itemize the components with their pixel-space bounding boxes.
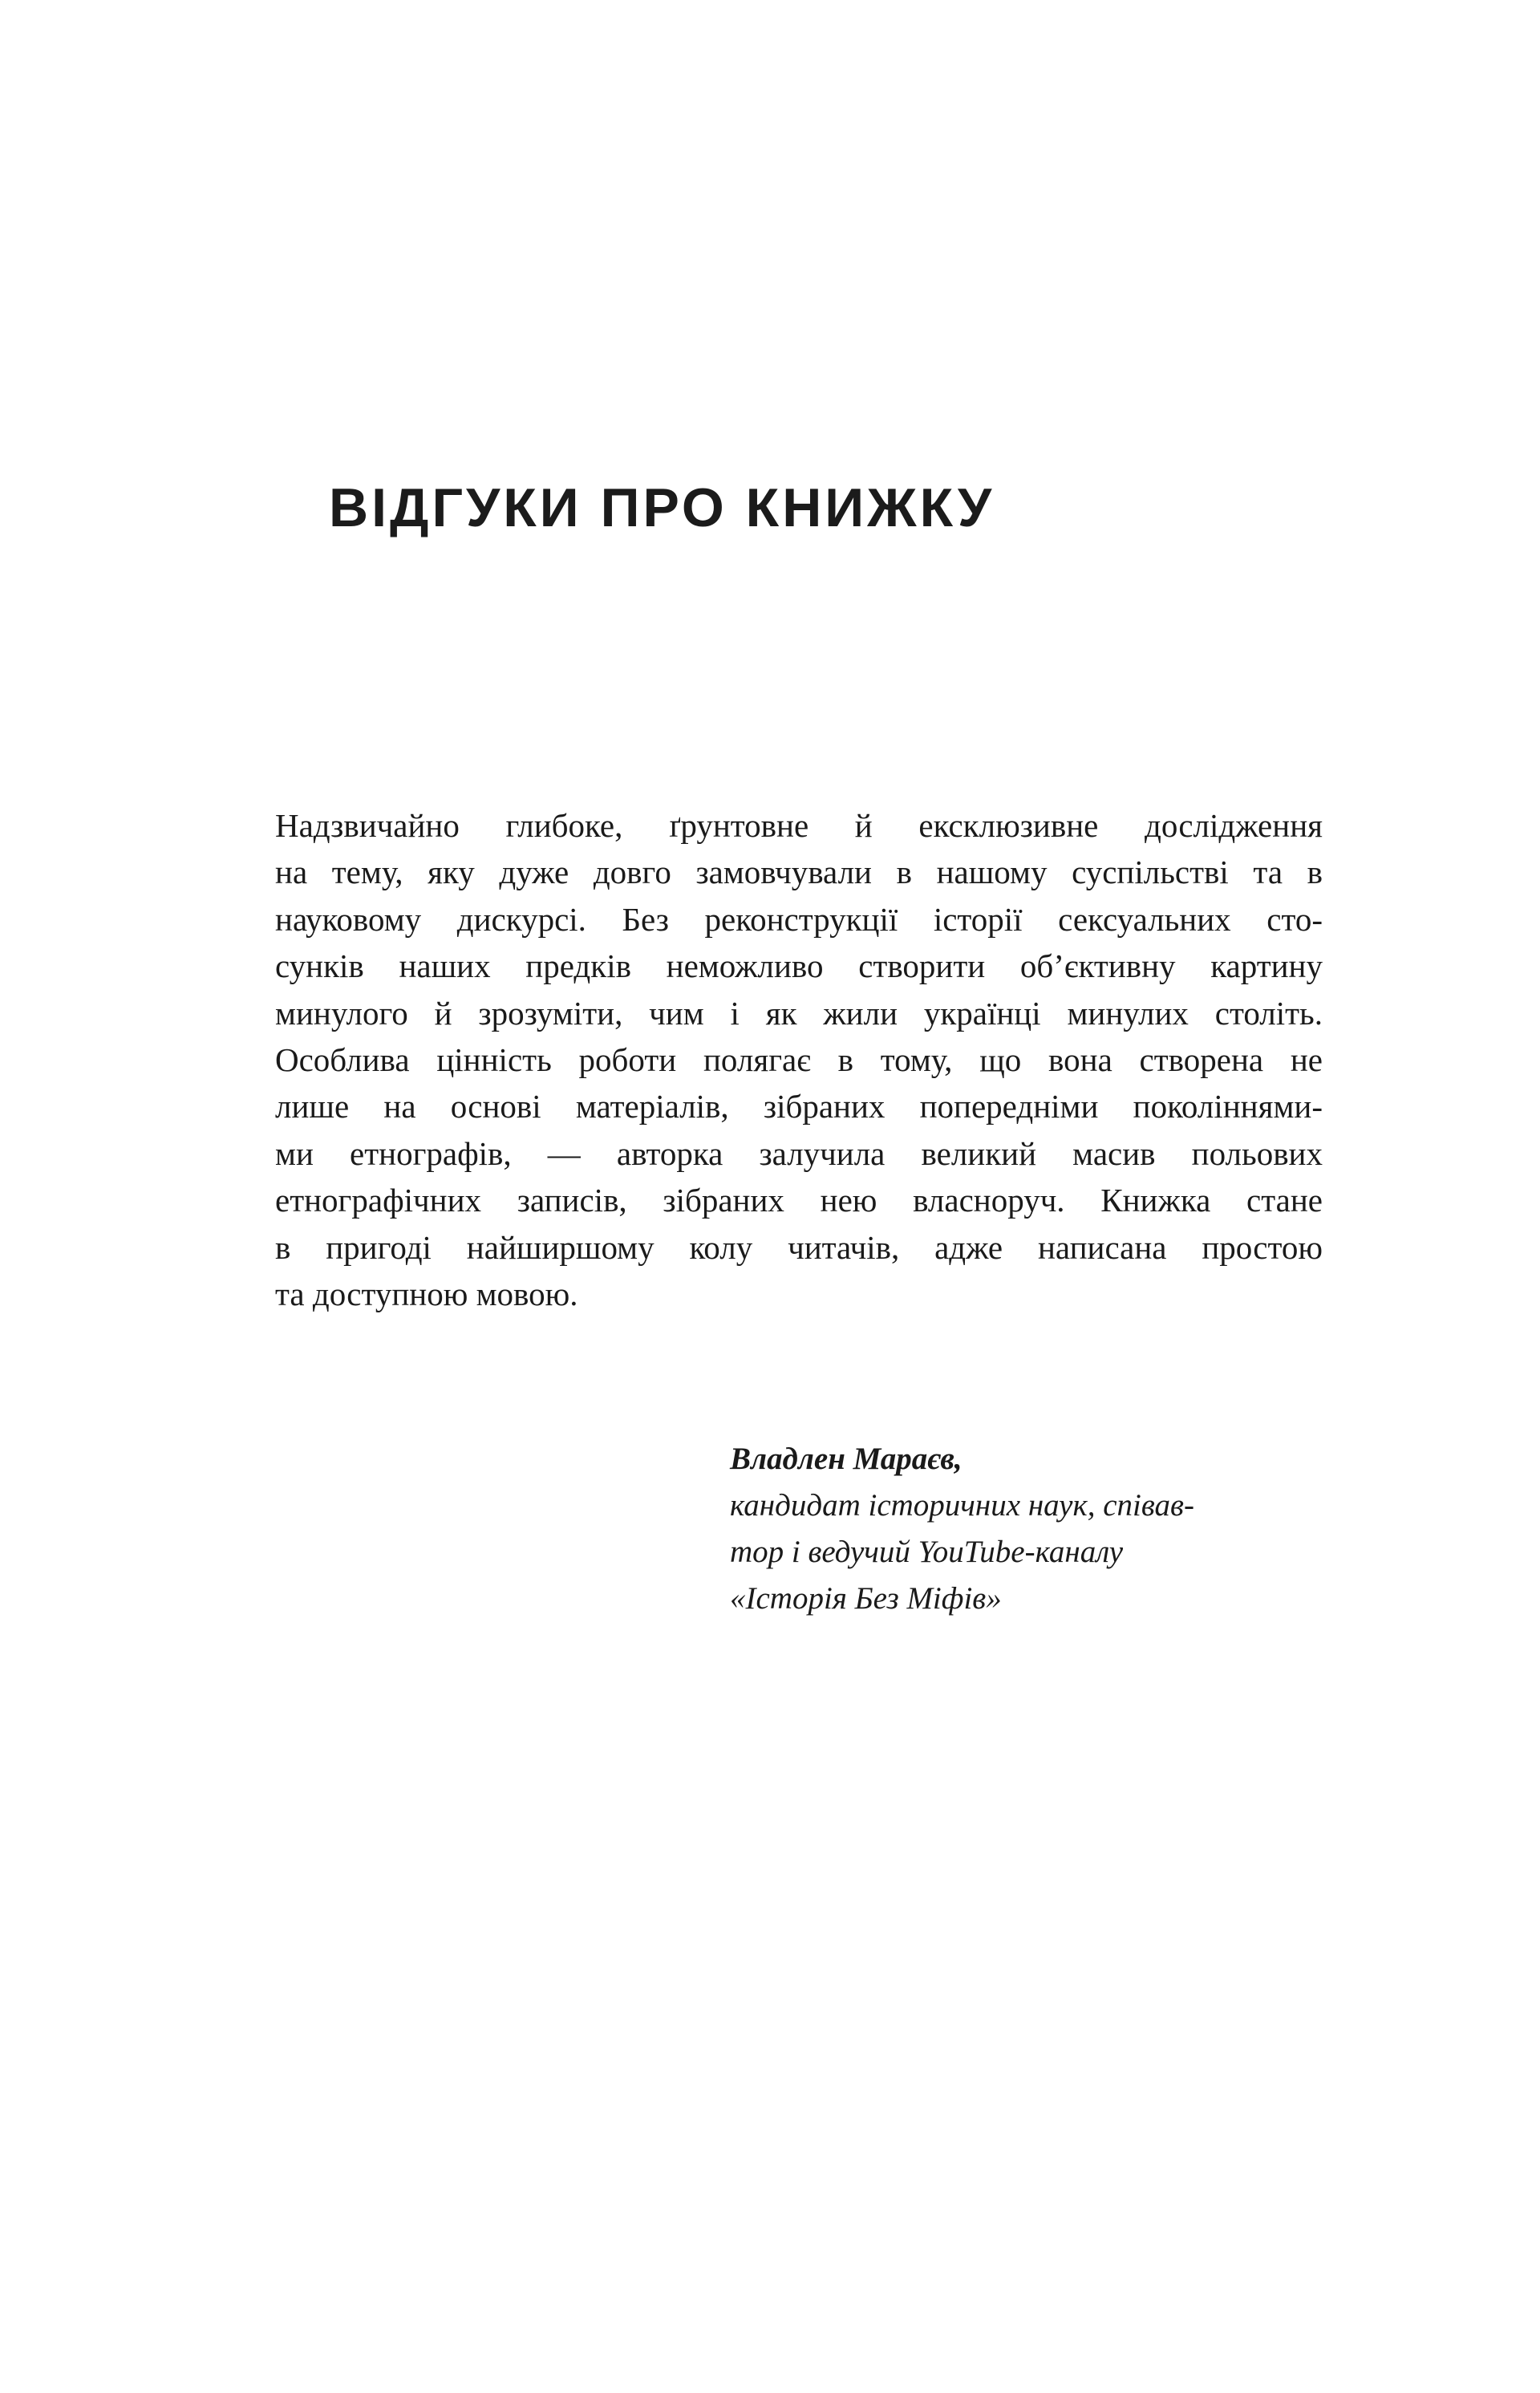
review-text	[275, 802, 1323, 1317]
review-line: ми етнографів, — авторка залучила великий масив польових	[275, 1134, 1323, 1172]
review-line: лише на основі матеріалів, зібраних попередніми поколіннями-	[275, 1088, 1323, 1126]
review-line: на тему, яку дуже довго замовчували в нашому суспільстві та в	[275, 854, 1323, 891]
reviewer-credentials-line: тор і ведучий YouTube-каналу	[730, 1535, 1124, 1569]
review-line: науковому дискурсі. Без реконструкції історії сексуальних сто-	[275, 900, 1323, 938]
review-line: та доступною мовою.	[275, 1275, 578, 1312]
review-attribution	[730, 1436, 1194, 1622]
review-line: Надзвичайно глибоке, ґрунтовне й ексклюзивне дослідження	[275, 807, 1323, 844]
review-line: минулого й зрозуміти, чим і як жили українці минулих століть.	[275, 994, 1323, 1032]
review-line: Особлива цінність роботи полягає в тому, що вона створена не	[275, 1040, 1323, 1078]
review-line: етнографічних записів, зібраних нею власноруч. Книжка стане	[275, 1182, 1323, 1219]
review-line: сунків наших предків неможливо створити об’єктивну картину	[275, 947, 1323, 985]
reviewer-credentials-line: кандидат історичних наук, співав-	[730, 1488, 1194, 1523]
reviewer-channel-name: «Історія Без Міфів»	[730, 1581, 1002, 1616]
review-line: в пригоді найширшому колу читачів, адже написана простою	[275, 1228, 1323, 1266]
page-title: ВІДГУКИ ПРО КНИЖКУ	[329, 477, 995, 538]
reviewer-name: Владлен Мараєв,	[730, 1442, 962, 1476]
